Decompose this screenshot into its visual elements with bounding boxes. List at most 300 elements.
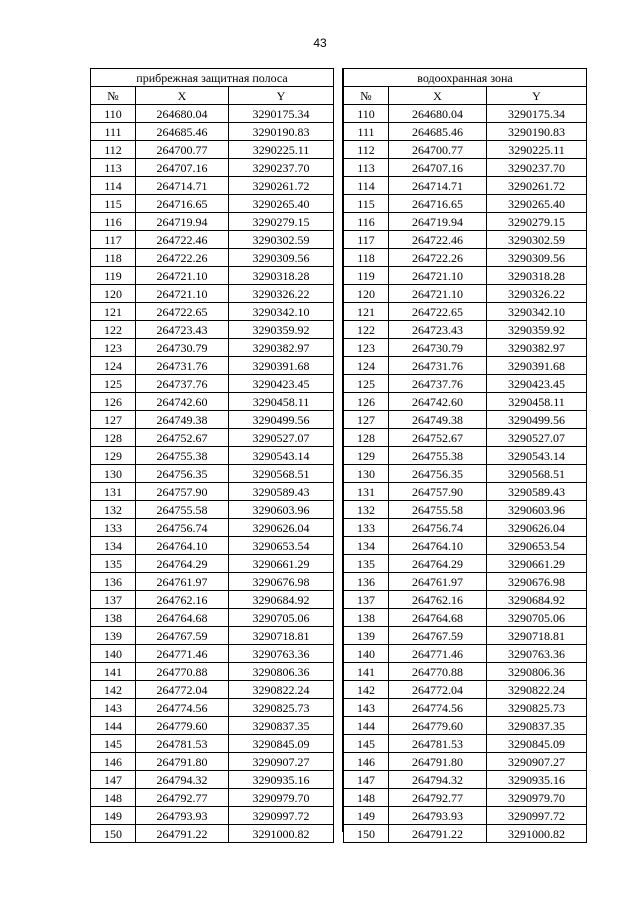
cell-number: 138	[91, 609, 136, 627]
cell-number: 134	[344, 537, 389, 555]
cell-number: 114	[344, 177, 389, 195]
cell-y: 3290997.72	[229, 807, 334, 825]
cell-number: 143	[91, 699, 136, 717]
cell-y: 3290423.45	[487, 375, 587, 393]
cell-y: 3290279.15	[229, 213, 334, 231]
cell-number: 140	[344, 645, 389, 663]
cell-x: 264721.10	[136, 285, 229, 303]
cell-x: 264774.56	[389, 699, 487, 717]
cell-x: 264779.60	[389, 717, 487, 735]
cell-x: 264716.65	[389, 195, 487, 213]
table-row	[91, 699, 334, 717]
table-row	[344, 771, 587, 789]
cell-y: 3290382.97	[487, 339, 587, 357]
table-row	[344, 717, 587, 735]
cell-y: 3290499.56	[487, 411, 587, 429]
header-x: X	[136, 87, 229, 105]
cell-number: 116	[91, 213, 136, 231]
cell-number: 122	[91, 321, 136, 339]
table-row	[344, 519, 587, 537]
header-y: Y	[229, 87, 334, 105]
cell-x: 264772.04	[389, 681, 487, 699]
cell-y: 3290175.34	[229, 105, 334, 123]
cell-x: 264757.90	[389, 483, 487, 501]
cell-y: 3290458.11	[229, 393, 334, 411]
cell-y: 3290423.45	[229, 375, 334, 393]
cell-x: 264731.76	[136, 357, 229, 375]
table-row	[91, 519, 334, 537]
cell-y: 3290626.04	[229, 519, 334, 537]
table-row	[91, 303, 334, 321]
table-row	[344, 681, 587, 699]
cell-x: 264716.65	[136, 195, 229, 213]
table-row	[91, 645, 334, 663]
table-row	[344, 501, 587, 519]
cell-number: 129	[344, 447, 389, 465]
cell-y: 3290907.27	[229, 753, 334, 771]
cell-y: 3290309.56	[229, 249, 334, 267]
cell-x: 264791.80	[389, 753, 487, 771]
cell-y: 3290825.73	[229, 699, 334, 717]
cell-x: 264770.88	[389, 663, 487, 681]
cell-y: 3290589.43	[229, 483, 334, 501]
cell-x: 264749.38	[136, 411, 229, 429]
cell-y: 3290676.98	[229, 573, 334, 591]
table-row	[344, 339, 587, 357]
cell-y: 3290190.83	[229, 123, 334, 141]
cell-y: 3290718.81	[229, 627, 334, 645]
cell-x: 264719.94	[389, 213, 487, 231]
cell-number: 123	[91, 339, 136, 357]
cell-y: 3290705.06	[229, 609, 334, 627]
cell-y: 3290718.81	[487, 627, 587, 645]
cell-y: 3290237.70	[487, 159, 587, 177]
cell-x: 264719.94	[136, 213, 229, 231]
cell-number: 138	[344, 609, 389, 627]
cell-number: 125	[344, 375, 389, 393]
cell-x: 264742.60	[136, 393, 229, 411]
cell-x: 264752.67	[136, 429, 229, 447]
cell-y: 3290261.72	[229, 177, 334, 195]
cell-number: 134	[91, 537, 136, 555]
cell-x: 264714.71	[136, 177, 229, 195]
coordinates-tables	[90, 68, 586, 841]
table-row	[344, 231, 587, 249]
cell-number: 114	[91, 177, 136, 195]
cell-x: 264722.26	[389, 249, 487, 267]
cell-y: 3290822.24	[229, 681, 334, 699]
table-row	[344, 249, 587, 267]
cell-y: 3290763.36	[229, 645, 334, 663]
table-row	[344, 645, 587, 663]
cell-y: 3290265.40	[487, 195, 587, 213]
cell-number: 123	[344, 339, 389, 357]
cell-x: 264742.60	[389, 393, 487, 411]
table-row	[91, 717, 334, 735]
table-row	[344, 825, 587, 843]
cell-y: 3290979.70	[487, 789, 587, 807]
cell-x: 264756.35	[136, 465, 229, 483]
cell-y: 3290979.70	[229, 789, 334, 807]
cell-x: 264721.10	[389, 285, 487, 303]
table-header-row	[91, 87, 334, 105]
cell-y: 3290175.34	[487, 105, 587, 123]
cell-y: 3290225.11	[229, 141, 334, 159]
cell-number: 145	[91, 735, 136, 753]
cell-x: 264791.22	[136, 825, 229, 843]
table-row	[91, 249, 334, 267]
cell-x: 264722.46	[389, 231, 487, 249]
cell-y: 3290543.14	[487, 447, 587, 465]
cell-y: 3290302.59	[487, 231, 587, 249]
cell-number: 110	[344, 105, 389, 123]
cell-number: 150	[344, 825, 389, 843]
cell-number: 136	[344, 573, 389, 591]
table-row	[344, 609, 587, 627]
table-row	[344, 735, 587, 753]
cell-x: 264755.38	[136, 447, 229, 465]
header-x: X	[389, 87, 487, 105]
table-row	[344, 663, 587, 681]
cell-x: 264730.79	[136, 339, 229, 357]
cell-y: 3290603.96	[487, 501, 587, 519]
table-row	[91, 105, 334, 123]
table-row	[91, 807, 334, 825]
cell-x: 264767.59	[136, 627, 229, 645]
cell-y: 3290676.98	[487, 573, 587, 591]
cell-y: 3290626.04	[487, 519, 587, 537]
cell-x: 264764.10	[136, 537, 229, 555]
table-title-row	[344, 69, 587, 87]
table-row	[91, 753, 334, 771]
cell-x: 264722.65	[389, 303, 487, 321]
cell-y: 3290326.22	[229, 285, 334, 303]
table-row	[91, 159, 334, 177]
table-row	[344, 357, 587, 375]
cell-x: 264730.79	[389, 339, 487, 357]
table-row	[91, 681, 334, 699]
cell-x: 264721.10	[389, 267, 487, 285]
cell-number: 145	[344, 735, 389, 753]
cell-number: 137	[344, 591, 389, 609]
cell-y: 3290527.07	[487, 429, 587, 447]
table-row	[91, 429, 334, 447]
table-row	[344, 159, 587, 177]
cell-number: 142	[344, 681, 389, 699]
tables-divider	[333, 68, 343, 832]
cell-number: 110	[91, 105, 136, 123]
cell-x: 264792.77	[136, 789, 229, 807]
table-row	[91, 213, 334, 231]
cell-x: 264794.32	[136, 771, 229, 789]
cell-number: 141	[91, 663, 136, 681]
coastal-protective-strip-table	[90, 68, 334, 843]
table-row	[344, 537, 587, 555]
cell-x: 264700.77	[136, 141, 229, 159]
cell-y: 3290359.92	[487, 321, 587, 339]
cell-x: 264764.29	[136, 555, 229, 573]
cell-y: 3290837.35	[487, 717, 587, 735]
cell-x: 264749.38	[389, 411, 487, 429]
table-row	[91, 357, 334, 375]
table-row	[91, 177, 334, 195]
cell-number: 143	[344, 699, 389, 717]
table-row	[344, 285, 587, 303]
cell-y: 3290653.54	[487, 537, 587, 555]
cell-number: 122	[344, 321, 389, 339]
cell-number: 128	[91, 429, 136, 447]
cell-number: 113	[91, 159, 136, 177]
cell-y: 3290568.51	[487, 465, 587, 483]
cell-y: 3290527.07	[229, 429, 334, 447]
cell-x: 264685.46	[389, 123, 487, 141]
cell-x: 264761.97	[389, 573, 487, 591]
cell-number: 117	[344, 231, 389, 249]
table-row	[344, 789, 587, 807]
cell-x: 264764.29	[389, 555, 487, 573]
cell-x: 264722.26	[136, 249, 229, 267]
header-number: №	[91, 87, 136, 105]
table-row	[344, 375, 587, 393]
cell-x: 264764.68	[389, 609, 487, 627]
cell-x: 264762.16	[389, 591, 487, 609]
cell-number: 119	[91, 267, 136, 285]
cell-number: 112	[91, 141, 136, 159]
table-row	[91, 789, 334, 807]
cell-number: 137	[91, 591, 136, 609]
cell-number: 140	[91, 645, 136, 663]
cell-x: 264794.32	[389, 771, 487, 789]
cell-number: 127	[91, 411, 136, 429]
table-row	[91, 123, 334, 141]
cell-x: 264762.16	[136, 591, 229, 609]
cell-x: 264722.46	[136, 231, 229, 249]
table-row	[344, 177, 587, 195]
cell-y: 3290458.11	[487, 393, 587, 411]
table-row	[91, 537, 334, 555]
cell-x: 264723.43	[389, 321, 487, 339]
table-row	[344, 555, 587, 573]
table-row	[91, 321, 334, 339]
cell-y: 3290279.15	[487, 213, 587, 231]
cell-number: 141	[344, 663, 389, 681]
table-row	[344, 303, 587, 321]
table-row	[91, 411, 334, 429]
cell-number: 111	[91, 123, 136, 141]
cell-y: 3290806.36	[229, 663, 334, 681]
table-row	[344, 591, 587, 609]
table-row	[344, 195, 587, 213]
cell-x: 264770.88	[136, 663, 229, 681]
cell-y: 3290653.54	[229, 537, 334, 555]
cell-x: 264700.77	[389, 141, 487, 159]
cell-x: 264771.46	[389, 645, 487, 663]
cell-number: 124	[344, 357, 389, 375]
cell-x: 264737.76	[136, 375, 229, 393]
cell-number: 144	[344, 717, 389, 735]
cell-y: 3290997.72	[487, 807, 587, 825]
table-row	[91, 825, 334, 843]
cell-x: 264755.38	[389, 447, 487, 465]
table-row	[91, 771, 334, 789]
cell-y: 3290822.24	[487, 681, 587, 699]
table-row	[91, 375, 334, 393]
cell-y: 3291000.82	[487, 825, 587, 843]
cell-number: 146	[344, 753, 389, 771]
table-row	[344, 123, 587, 141]
cell-x: 264756.35	[389, 465, 487, 483]
table-row	[91, 195, 334, 213]
cell-y: 3290342.10	[487, 303, 587, 321]
table-row	[91, 465, 334, 483]
cell-y: 3290391.68	[487, 357, 587, 375]
cell-number: 149	[91, 807, 136, 825]
cell-x: 264761.97	[136, 573, 229, 591]
table-row	[344, 321, 587, 339]
table-row	[344, 807, 587, 825]
cell-number: 132	[344, 501, 389, 519]
cell-y: 3290907.27	[487, 753, 587, 771]
cell-x: 264707.16	[136, 159, 229, 177]
cell-number: 124	[91, 357, 136, 375]
cell-number: 136	[91, 573, 136, 591]
cell-y: 3290684.92	[229, 591, 334, 609]
cell-number: 115	[344, 195, 389, 213]
cell-number: 144	[91, 717, 136, 735]
cell-x: 264781.53	[389, 735, 487, 753]
cell-y: 3290237.70	[229, 159, 334, 177]
cell-y: 3290837.35	[229, 717, 334, 735]
cell-x: 264723.43	[136, 321, 229, 339]
cell-x: 264714.71	[389, 177, 487, 195]
cell-y: 3290806.36	[487, 663, 587, 681]
cell-number: 131	[344, 483, 389, 501]
cell-y: 3290382.97	[229, 339, 334, 357]
table-row	[344, 627, 587, 645]
cell-x: 264737.76	[389, 375, 487, 393]
cell-x: 264757.90	[136, 483, 229, 501]
cell-x: 264722.65	[136, 303, 229, 321]
header-y: Y	[487, 87, 587, 105]
cell-x: 264781.53	[136, 735, 229, 753]
cell-x: 264774.56	[136, 699, 229, 717]
table-header-row	[344, 87, 587, 105]
cell-x: 264752.67	[389, 429, 487, 447]
table-row	[91, 501, 334, 519]
cell-y: 3290265.40	[229, 195, 334, 213]
table-row	[344, 141, 587, 159]
cell-x: 264685.46	[136, 123, 229, 141]
table-row	[344, 573, 587, 591]
cell-y: 3290309.56	[487, 249, 587, 267]
cell-y: 3290568.51	[229, 465, 334, 483]
table-row	[344, 483, 587, 501]
cell-number: 130	[91, 465, 136, 483]
cell-number: 135	[344, 555, 389, 573]
cell-x: 264791.22	[389, 825, 487, 843]
cell-y: 3290318.28	[487, 267, 587, 285]
cell-y: 3290661.29	[229, 555, 334, 573]
table-row	[344, 429, 587, 447]
cell-number: 126	[344, 393, 389, 411]
cell-number: 119	[344, 267, 389, 285]
table-row	[91, 591, 334, 609]
table-row	[91, 627, 334, 645]
cell-number: 115	[91, 195, 136, 213]
cell-y: 3290589.43	[487, 483, 587, 501]
table-row	[91, 267, 334, 285]
cell-number: 111	[344, 123, 389, 141]
table-row	[344, 465, 587, 483]
cell-number: 148	[344, 789, 389, 807]
cell-x: 264721.10	[136, 267, 229, 285]
cell-x: 264680.04	[136, 105, 229, 123]
cell-number: 147	[91, 771, 136, 789]
table-row	[91, 663, 334, 681]
cell-x: 264764.10	[389, 537, 487, 555]
cell-number: 121	[344, 303, 389, 321]
cell-number: 146	[91, 753, 136, 771]
cell-x: 264767.59	[389, 627, 487, 645]
cell-y: 3290391.68	[229, 357, 334, 375]
cell-number: 142	[91, 681, 136, 699]
table-row	[91, 231, 334, 249]
header-number: №	[344, 87, 389, 105]
table-row	[344, 393, 587, 411]
cell-number: 113	[344, 159, 389, 177]
cell-number: 133	[91, 519, 136, 537]
table-row	[91, 735, 334, 753]
cell-x: 264772.04	[136, 681, 229, 699]
table-title-row	[91, 69, 334, 87]
cell-x: 264771.46	[136, 645, 229, 663]
cell-number: 133	[344, 519, 389, 537]
cell-y: 3290318.28	[229, 267, 334, 285]
cell-y: 3290359.92	[229, 321, 334, 339]
cell-x: 264791.80	[136, 753, 229, 771]
cell-y: 3290825.73	[487, 699, 587, 717]
cell-y: 3290342.10	[229, 303, 334, 321]
table-row	[91, 141, 334, 159]
cell-x: 264707.16	[389, 159, 487, 177]
water-protection-zone-table	[343, 68, 587, 843]
cell-number: 150	[91, 825, 136, 843]
cell-number: 149	[344, 807, 389, 825]
cell-number: 120	[344, 285, 389, 303]
table-row	[344, 105, 587, 123]
cell-y: 3290225.11	[487, 141, 587, 159]
cell-y: 3290661.29	[487, 555, 587, 573]
cell-number: 130	[344, 465, 389, 483]
cell-number: 121	[91, 303, 136, 321]
table-row	[344, 447, 587, 465]
cell-y: 3291000.82	[229, 825, 334, 843]
page-number: 43	[313, 36, 327, 50]
cell-y: 3290543.14	[229, 447, 334, 465]
cell-x: 264756.74	[389, 519, 487, 537]
cell-x: 264793.93	[136, 807, 229, 825]
cell-x: 264756.74	[136, 519, 229, 537]
cell-number: 139	[344, 627, 389, 645]
table-row	[344, 699, 587, 717]
cell-number: 116	[344, 213, 389, 231]
table-row	[91, 483, 334, 501]
cell-x: 264792.77	[389, 789, 487, 807]
cell-number: 128	[344, 429, 389, 447]
table-row	[344, 753, 587, 771]
cell-y: 3290603.96	[229, 501, 334, 519]
table-row	[91, 285, 334, 303]
